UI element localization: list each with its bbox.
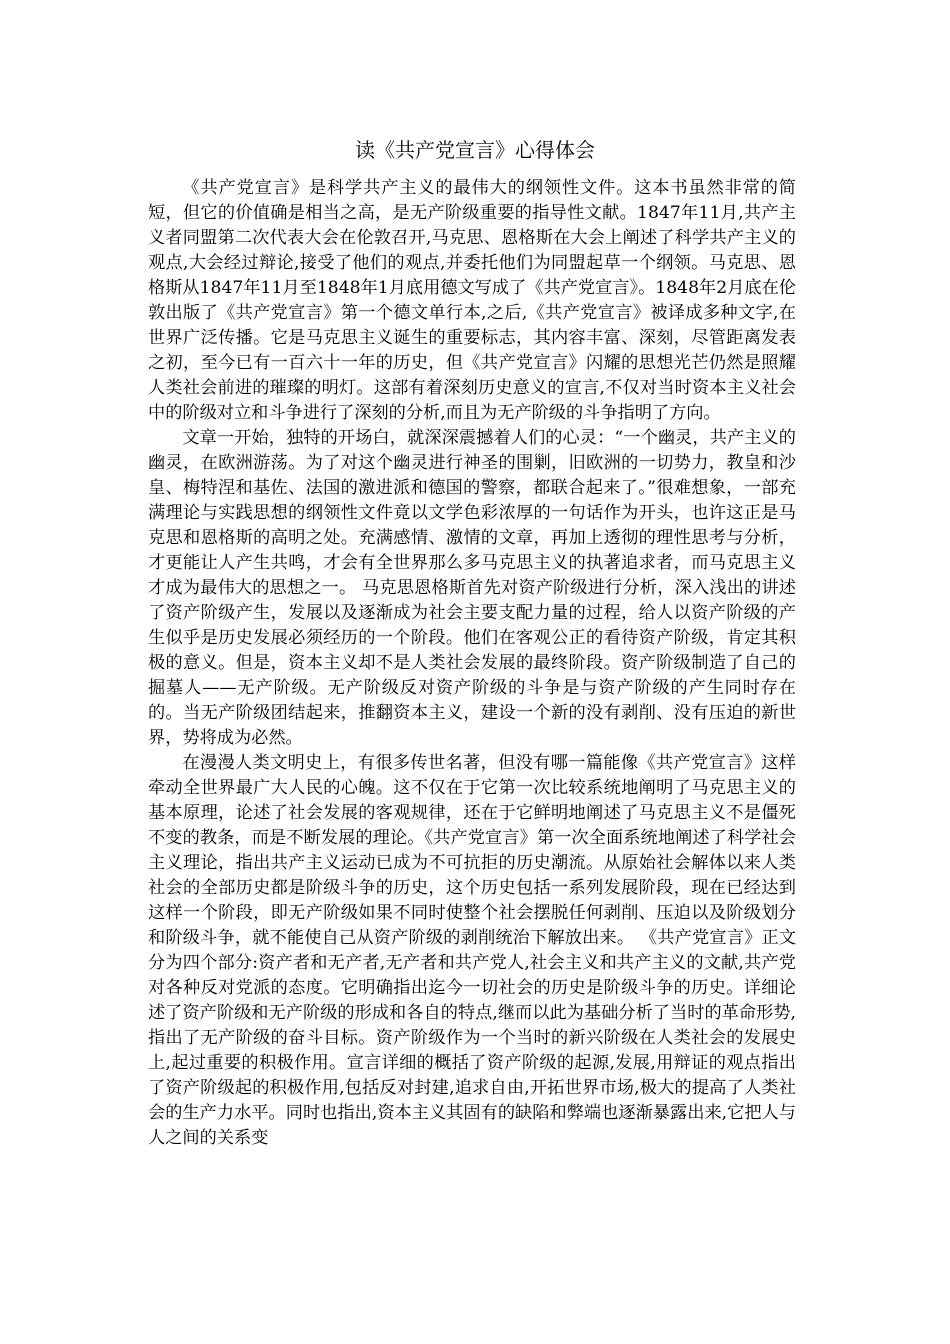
paragraph-2: 文章一开始，独特的开场白，就深深震撼着人们的心灵：“一个幽灵，共产主义的幽灵，在欧洲游荡。为了对这个幽灵进行神圣的围剿，旧欧洲的一切势力，教皇和沙皇、梅特涅和基佐、法国的激进派和德国的警察，都联合起来了。”很难想象，一部充满理论与实践思想的纲领性文件竟以文学色彩浓厚的一句话作为开头，也许这正是马克思和恩格斯的高明之处。充满感情、激情的文章，再加上透彻的理性思考与分析，才更能让人产生共鸣，才会有全世界那么多马克思主义的执著追求者，而马克思主义才成为最伟大的思想之一。 马克思恩格斯首先对资产阶级进行分析，深入浅出的讲述了资产阶级产生，发展以及逐渐成为社会主要支配力量的过程，给人以资产阶级的产生似乎是历史发展必须经历的一个阶段。他们在客观公正的看待资产阶级，肯定其积极的意义。但是，资本主义却不是人类社会发展的最终阶段。资产阶级制造了自己的掘墓人——无产阶级。无产阶级反对资产阶级的斗争是与资产阶级的产生同时存在的。当无产阶级团结起来，推翻资本主义，建设一个新的没有剥削、没有压迫的新世界，势将成为必然。: [148, 428, 796, 748]
document-body: [148, 176, 796, 1151]
document-title: 读《共产党宣言》心得体会: [355, 138, 595, 162]
paragraph-3: 在漫漫人类文明史上，有很多传世名著，但没有哪一篇能像《共产党宣言》这样牵动全世界最广大人民的心魄。这不仅在于它第一次比较系统地阐明了马克思主义的基本原理，论述了社会发展的客观规律，还在于它鲜明地阐述了马克思主义不是僵死不变的教条，而是不断发展的理论。《共产党宣言》第一次全面系统地阐述了科学社会主义理论，指出共产主义运动已成为不可抗拒的历史潮流。从原始社会解体以来人类社会的全部历史都是阶级斗争的历史，这个历史包括一系列发展阶段，现在已经达到这样一个阶段，即无产阶级如果不同时使整个社会摆脱任何剥削、压迫以及阶级划分和阶级斗争，就不能使自己从资产阶级的剥削统治下解放出来。 《共产党宣言》正文分为四个部分:资产者和无产者,无产者和共产党人,社会主义和共产主义的文献,共产党对各种反对党派的态度。它明确指出迄今一切社会的历史是阶级斗争的历史。详细论述了资产阶级和无产阶级的形成和各自的特点,继而以此为基础分析了当时的革命形势,指出了无产阶级的奋斗目标。资产阶级作为一个当时的新兴阶级在人类社会的发展史上,起过重要的积极作用。宣言详细的概括了资产阶级的起源,发展,用辩证的观点指出了资产阶级起的积极作用,包括反对封建,追求自由,开拓世界市场,极大的提高了人类社会的生产力水平。同时也指出,资本主义其固有的缺陷和弊端也逐渐暴露出来,它把人与人之间的关系变: [148, 753, 796, 1148]
paragraph-1: 《共产党宣言》是科学共产主义的最伟大的纲领性文件。这本书虽然非常的简短，但它的价值确是相当之高，是无产阶级重要的指导性文献。1847年11月,共产主义者同盟第二次代表大会在伦敦召开,马克思、恩格斯在大会上阐述了科学共产主义的观点,大会经过辩论,接受了他们的观点,并委托他们为同盟起草一个纲领。马克思、恩格斯从1847年11月至1848年1月底用德文写成了《共产党宣言》。1848年2月底在伦敦出版了《共产党宣言》第一个德文单行本,之后,《共产党宣言》被译成多种文字,在世界广泛传播。它是马克思主义诞生的重要标志，其内容丰富、深刻，尽管距离发表之初，至今已有一百六十一年的历史，但《共产党宣言》闪耀的思想光芒仍然是照耀人类社会前进的璀璨的明灯。这部有着深刻历史意义的宣言,不仅对当时资本主义社会中的阶级对立和斗争进行了深刻的分析,而且为无产阶级的斗争指明了方向。: [148, 178, 796, 423]
